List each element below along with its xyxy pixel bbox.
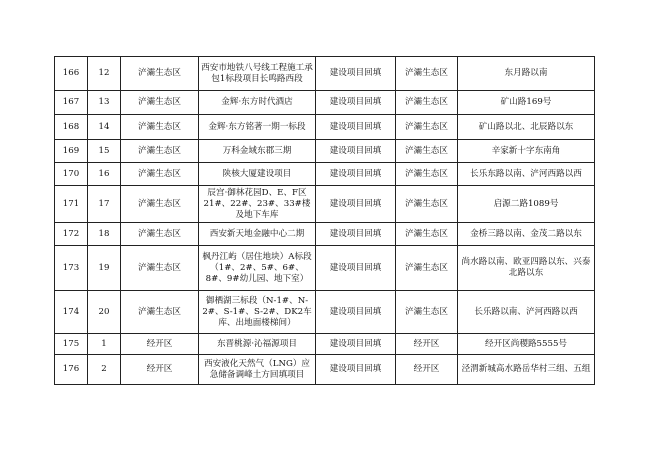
- cell-number: 166: [55, 57, 88, 91]
- table-row: [55, 115, 595, 140]
- cell-number: 174: [55, 291, 88, 334]
- cell-area: 浐灞生态区: [396, 246, 458, 291]
- cell-district: 浐灞生态区: [121, 140, 199, 163]
- cell-sub-number: 12: [88, 57, 121, 91]
- cell-district: 经开区: [121, 355, 199, 385]
- cell-type: 建设项目回填: [316, 334, 396, 355]
- cell-number: 172: [55, 223, 88, 246]
- cell-sub-number: 20: [88, 291, 121, 334]
- cell-location: 辛家新十字东南角: [458, 140, 595, 163]
- cell-location: 长乐路以南、浐河西路以西: [458, 291, 595, 334]
- cell-type: 建设项目回填: [316, 140, 396, 163]
- cell-project: 西安新天地金融中心二期: [199, 223, 316, 246]
- cell-number: 176: [55, 355, 88, 385]
- cell-number: 173: [55, 246, 88, 291]
- cell-project: 万科金域东郡三期: [199, 140, 316, 163]
- cell-area: 浐灞生态区: [396, 186, 458, 223]
- cell-type: 建设项目回填: [316, 163, 396, 186]
- cell-sub-number: 13: [88, 91, 121, 115]
- cell-project: 西安市地铁八号线工程施工承包1标段项目长鸣路西段: [199, 57, 316, 91]
- cell-location: 东月路以南: [458, 57, 595, 91]
- cell-number: 175: [55, 334, 88, 355]
- cell-type: 建设项目回填: [316, 246, 396, 291]
- cell-area: 浐灞生态区: [396, 223, 458, 246]
- cell-sub-number: 1: [88, 334, 121, 355]
- cell-type: 建设项目回填: [316, 91, 396, 115]
- cell-sub-number: 17: [88, 186, 121, 223]
- cell-number: 168: [55, 115, 88, 140]
- cell-project: 西安液化天然气（LNG）应急储备调峰土方回填项目: [199, 355, 316, 385]
- cell-district: 经开区: [121, 334, 199, 355]
- cell-number: 169: [55, 140, 88, 163]
- table-row: [55, 186, 595, 223]
- records-table: [54, 56, 595, 385]
- cell-district: 浐灞生态区: [121, 246, 199, 291]
- cell-location: 经开区尚稷路5555号: [458, 334, 595, 355]
- cell-location: 泾渭新城高水路岳华村三组、五组: [458, 355, 595, 385]
- cell-district: 浐灞生态区: [121, 223, 199, 246]
- table-row: [55, 140, 595, 163]
- cell-sub-number: 19: [88, 246, 121, 291]
- cell-location: 矿山路以北、北辰路以东: [458, 115, 595, 140]
- cell-type: 建设项目回填: [316, 57, 396, 91]
- cell-sub-number: 14: [88, 115, 121, 140]
- cell-district: 浐灞生态区: [121, 57, 199, 91]
- records-table-body: [55, 57, 595, 385]
- cell-district: 浐灞生态区: [121, 291, 199, 334]
- cell-number: 170: [55, 163, 88, 186]
- cell-area: 浐灞生态区: [396, 115, 458, 140]
- cell-area: 浐灞生态区: [396, 57, 458, 91]
- cell-sub-number: 18: [88, 223, 121, 246]
- cell-project: 金辉·东方时代酒店: [199, 91, 316, 115]
- cell-district: 浐灞生态区: [121, 163, 199, 186]
- cell-number: 171: [55, 186, 88, 223]
- table-row: [55, 91, 595, 115]
- cell-area: 浐灞生态区: [396, 91, 458, 115]
- table-row: [55, 246, 595, 291]
- cell-type: 建设项目回填: [316, 355, 396, 385]
- cell-type: 建设项目回填: [316, 115, 396, 140]
- cell-type: 建设项目回填: [316, 291, 396, 334]
- cell-location: 启源二路1089号: [458, 186, 595, 223]
- table-row: [55, 291, 595, 334]
- cell-project: 陕核大厦建设项目: [199, 163, 316, 186]
- table-row: [55, 355, 595, 385]
- cell-district: 浐灞生态区: [121, 115, 199, 140]
- cell-location: 矿山路169号: [458, 91, 595, 115]
- cell-area: 经开区: [396, 355, 458, 385]
- cell-location: 尚水路以南、欧亚四路以东、兴泰北路以东: [458, 246, 595, 291]
- cell-project: 辰宫·御林花园D、E、F区21#、22#、23#、33#楼及地下车库: [199, 186, 316, 223]
- cell-location: 金桥三路以南、金茂二路以东: [458, 223, 595, 246]
- table-row: [55, 334, 595, 355]
- cell-number: 167: [55, 91, 88, 115]
- cell-type: 建设项目回填: [316, 223, 396, 246]
- cell-district: 浐灞生态区: [121, 186, 199, 223]
- table-row: [55, 57, 595, 91]
- table-row: [55, 163, 595, 186]
- cell-sub-number: 15: [88, 140, 121, 163]
- cell-sub-number: 16: [88, 163, 121, 186]
- cell-area: 浐灞生态区: [396, 140, 458, 163]
- cell-location: 长乐东路以南、浐河西路以西: [458, 163, 595, 186]
- cell-project: 东晋桃源·沁福源项目: [199, 334, 316, 355]
- cell-area: 浐灞生态区: [396, 291, 458, 334]
- cell-project: 金辉·东方铭著一期一标段: [199, 115, 316, 140]
- cell-sub-number: 2: [88, 355, 121, 385]
- cell-district: 浐灞生态区: [121, 91, 199, 115]
- cell-area: 浐灞生态区: [396, 163, 458, 186]
- table-row: [55, 223, 595, 246]
- cell-project: 枫丹江屿（居住地块）A标段（1#、2#、5#、6#、8#、9#幼儿园、地下室）: [199, 246, 316, 291]
- cell-area: 经开区: [396, 334, 458, 355]
- cell-type: 建设项目回填: [316, 186, 396, 223]
- cell-project: 御栖湖三标段（N-1#、N-2#、S-1#、S-2#、DK2车库、出地面楼梯间）: [199, 291, 316, 334]
